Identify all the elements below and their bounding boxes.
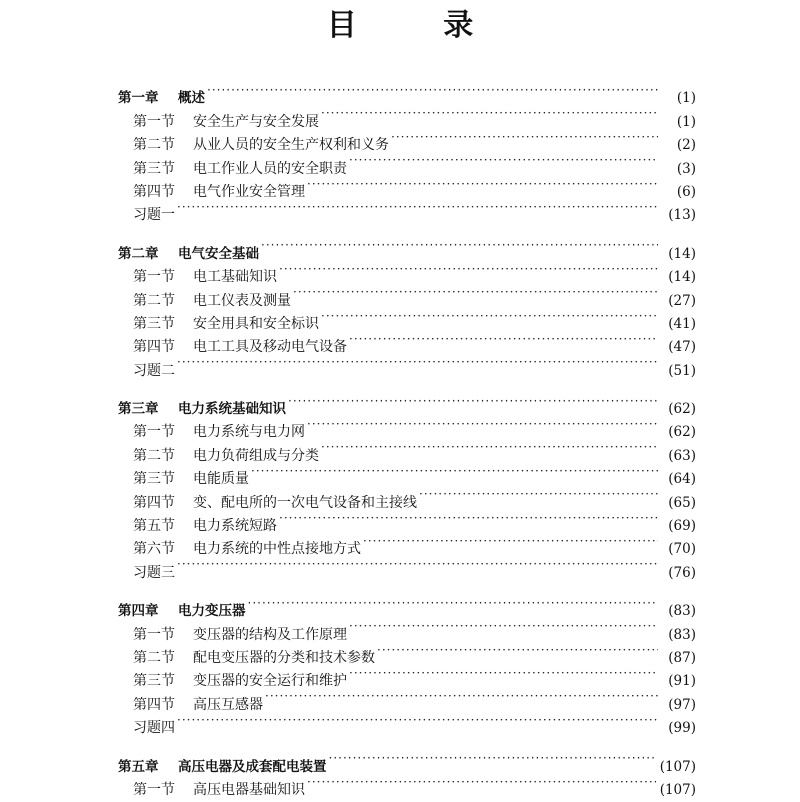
section-title: 高压电器基础知识 [193,781,305,798]
page-number: (64) [668,471,696,488]
dot-leader [248,592,659,615]
section-title: 电工仪表及测量 [193,292,291,309]
page-number: (27) [668,292,696,309]
section-title: 电工基础知识 [193,269,277,286]
section-title: 从业人员的安全生产权利和义务 [193,137,389,154]
page-number: (76) [668,564,696,581]
section-number: 第三节 [133,315,175,332]
section-title: 高压互感器 [193,696,263,713]
dot-leader [349,328,658,351]
dot-leader [391,126,658,149]
page-number: (62) [668,401,696,418]
section-title: 电能质量 [193,471,249,488]
chapter-entry[interactable] [118,234,696,262]
chapter-number: 第一章 [118,90,159,107]
exercise-title: 习题二 [133,362,175,379]
section-title: 电力负荷组成与分类 [193,447,319,464]
section-number: 第四节 [133,494,175,511]
section-number: 第二节 [133,447,175,464]
chapter-title: 概述 [178,90,205,107]
chapter-group [118,79,696,224]
section-number: 第五节 [133,518,175,535]
dot-leader [207,79,658,102]
dot-leader [363,530,658,553]
dot-leader [349,662,658,685]
chapter-title: 电力变压器 [178,603,246,620]
section-title: 变、配电所的一次电气设备和主接线 [193,494,417,511]
dot-leader [349,149,658,172]
chapter-title: 电力系统基础知识 [178,401,286,418]
section-number: 第二节 [133,649,175,666]
chapter-number: 第二章 [118,245,159,262]
dot-leader [419,483,658,506]
exercise-title: 习题三 [133,564,175,581]
section-number: 第三节 [133,471,175,488]
section-number: 第一节 [133,781,175,798]
page-number: (41) [668,315,696,332]
section-title: 变压器的安全运行和维护 [193,673,347,690]
page-number: (1) [676,113,696,130]
dot-leader [349,615,658,638]
page-title: 目 录 [326,8,512,43]
section-number: 第二节 [133,292,175,309]
section-number: 第三节 [133,673,175,690]
page-number: (6) [676,183,696,200]
section-title: 电工工具及移动电气设备 [193,339,347,356]
dot-leader [307,771,656,794]
section-number: 第三节 [133,160,175,177]
section-title: 配电变压器的分类和技术参数 [193,649,375,666]
section-title: 电力系统的中性点接地方式 [193,541,361,558]
page-number: (69) [668,518,696,535]
page-number: (63) [668,447,696,464]
section-title: 变压器的结构及工作原理 [193,626,347,643]
section-number: 第一节 [133,113,175,130]
page-number: (91) [668,673,696,690]
section-number: 第四节 [133,339,175,356]
chapter-entry[interactable] [118,592,696,620]
dot-leader [321,102,658,125]
dot-leader [251,460,658,483]
chapter-group [118,234,696,379]
dot-leader [279,507,658,530]
section-number: 第四节 [133,696,175,713]
page-number: (83) [668,626,696,643]
dot-leader [177,351,658,374]
section-title: 安全用具和安全标识 [193,315,319,332]
dot-leader [261,234,658,257]
section-number: 第六节 [133,541,175,558]
exercise-entry[interactable] [118,351,696,379]
exercise-entry[interactable] [118,709,696,737]
dot-leader [293,281,658,304]
chapter-group [118,592,696,737]
section-number: 第二节 [133,137,175,154]
chapter-entry[interactable] [118,747,696,775]
section-number: 第一节 [133,424,175,441]
table-of-contents [118,79,696,798]
chapter-title: 高压电器及成套配电装置 [178,758,327,775]
chapter-group [118,747,696,798]
dot-leader [377,639,658,662]
dot-leader [288,390,658,413]
page-number: (3) [676,160,696,177]
page-number: (97) [668,696,696,713]
page-number: (107) [659,781,696,798]
section-number: 第一节 [133,269,175,286]
dot-leader [177,709,658,732]
page-number: (107) [659,758,696,775]
page-number: (87) [668,649,696,666]
chapter-number: 第四章 [118,603,159,620]
dot-leader [265,685,658,708]
page-number: (1) [676,90,696,107]
section-title: 电力系统与电力网 [193,424,305,441]
dot-leader [307,173,658,196]
page-number: (47) [668,339,696,356]
chapter-entry[interactable] [118,79,696,107]
dot-leader [279,258,658,281]
page-number: (2) [676,137,696,154]
chapter-number: 第五章 [118,758,159,775]
chapter-entry[interactable] [118,390,696,418]
page-number: (99) [668,720,696,737]
chapter-group [118,390,696,581]
dot-leader [177,196,658,219]
section-title: 安全生产与安全发展 [193,113,319,130]
page-number: (62) [668,424,696,441]
dot-leader [321,305,658,328]
chapter-number: 第三章 [118,401,159,418]
page-number: (14) [668,245,696,262]
section-title: 电力系统短路 [193,518,277,535]
section-number: 第一节 [133,626,175,643]
exercise-entry[interactable] [118,553,696,581]
exercise-title: 习题四 [133,720,175,737]
section-title: 电工作业人员的安全职责 [193,160,347,177]
section-title: 电气作业安全管理 [193,183,305,200]
dot-leader [177,553,658,576]
exercise-title: 习题一 [133,207,175,224]
page-number: (14) [668,269,696,286]
dot-leader [307,413,658,436]
chapter-title: 电气安全基础 [178,245,259,262]
exercise-entry[interactable] [118,196,696,224]
page-number: (51) [668,362,696,379]
page-number: (70) [668,541,696,558]
page-number: (83) [668,603,696,620]
section-number: 第四节 [133,183,175,200]
page-number: (65) [668,494,696,511]
dot-leader [321,436,658,459]
dot-leader [329,747,656,770]
page-number: (13) [668,207,696,224]
